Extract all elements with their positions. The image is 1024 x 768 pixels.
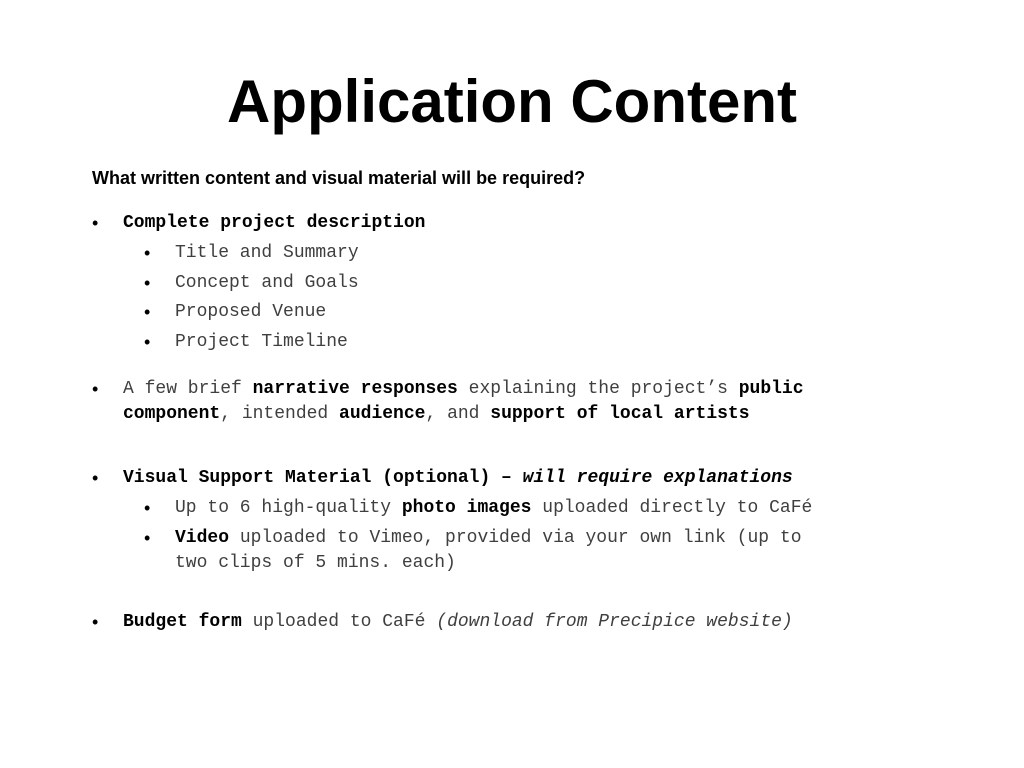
bullet-marker: • (92, 612, 99, 632)
bullet-marker: • (92, 213, 99, 233)
slide-title: Application Content (227, 68, 797, 135)
text-run: A few brief (123, 379, 253, 399)
emphasis-video: Video (175, 528, 230, 548)
emphasis-will-require-explanations: will require explanations (522, 468, 793, 488)
subitem-photo-images (175, 496, 812, 521)
subitem-proposed-venue: Proposed Venue (175, 302, 327, 322)
emphasis-audience: audience (339, 404, 426, 424)
download-note: (download from Precipice website) (436, 612, 793, 632)
bullet-marker: • (92, 468, 99, 488)
item-complete-project-description (123, 211, 425, 236)
emphasis-photo-images: photo images (401, 498, 532, 518)
sub-bullet-marker: • (144, 243, 151, 263)
text-run: uploaded to CaFé (241, 612, 437, 632)
subitem-title-summary: Title and Summary (175, 243, 359, 263)
emphasis-budget-form: Budget form (123, 612, 242, 632)
sub-bullet-marker: • (144, 528, 151, 548)
item-budget-form (123, 610, 793, 635)
emphasis-component: component (123, 404, 221, 424)
subitem-concept-goals: Concept and Goals (175, 273, 359, 293)
item-heading: Complete project description (123, 213, 426, 233)
text-run: , intended (220, 404, 340, 424)
sub-bullet-marker: • (144, 332, 151, 352)
emphasis-narrative-responses: narrative responses (252, 379, 458, 399)
emphasis-public: public (738, 379, 804, 399)
sub-bullet-marker: • (144, 302, 151, 322)
item-heading: Visual Support Material (optional) – (123, 468, 523, 488)
item-visual-support-material (123, 466, 793, 491)
intro-question: What written content and visual material will be required? (92, 168, 586, 188)
item-narrative-responses-line1 (123, 377, 804, 402)
subitem-video-line2: two clips of 5 mins. each) (175, 553, 456, 573)
text-run: explaining the project’s (457, 379, 739, 399)
subitem-project-timeline: Project Timeline (175, 332, 348, 352)
sub-bullet-marker: • (144, 273, 151, 293)
text-run: , and (425, 404, 491, 424)
item-narrative-responses-line2 (123, 402, 750, 427)
bullet-marker: • (92, 379, 99, 399)
subitem-video-line1 (175, 526, 802, 551)
text-run: uploaded to Vimeo, provided via your own link (up to (229, 528, 802, 548)
text-run: uploaded directly to CaFé (531, 498, 813, 518)
text-run: Up to 6 high-quality (175, 498, 402, 518)
sub-bullet-marker: • (144, 498, 151, 518)
emphasis-support-local-artists: support of local artists (490, 404, 750, 424)
